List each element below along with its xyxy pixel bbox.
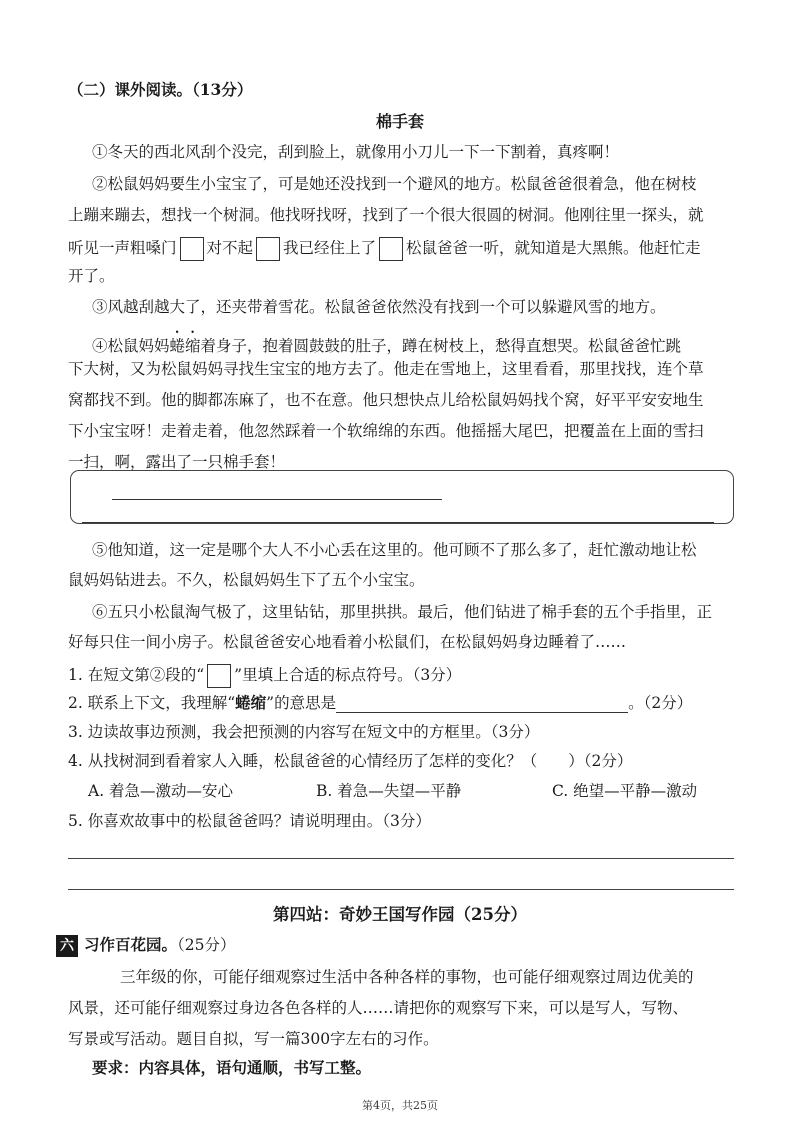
option-b[interactable]: B. 着急—失望—平静 [316,782,462,800]
question-text: ”里填上合适的标点符号。（3分） [234,666,462,684]
paragraph-1: ①冬天的西北风刮个没完，刮到脸上，就像用小刀儿一下一下割着，真疼啊！ [92,143,620,161]
question-2 [68,693,692,713]
writing-heading [56,935,236,957]
paragraph-4-line-1 [92,328,681,356]
punctuation-box-3[interactable] [379,237,403,261]
station-4-title: 第四站：奇妙王国写作园（25分） [273,905,527,924]
prediction-answer-line-2[interactable] [82,506,714,523]
paragraph-6-line-1: ⑥五只小松鼠淘气极了，这里钻钻，那里拱拱。最后，他们钻进了棉手套的五个手指里，正 [92,603,713,621]
option-a[interactable]: A. 着急—激动—安心 [88,782,234,800]
prediction-line-2 [82,503,714,523]
writing-score: （25分） [177,936,236,954]
story-title: 棉手套 [375,112,424,131]
text-segment: 松鼠爸爸一听，就知道是大黑熊。他赶忙走 [406,239,701,257]
option-c[interactable]: C. 绝望—平静—激动 [552,782,698,800]
punctuation-box-1[interactable] [180,237,204,261]
question-5: 5. 你喜欢故事中的松鼠爸爸吗？请说明理由。（3分） [68,812,431,830]
paragraph-5-line-2: 鼠妈妈钻进去。不久，松鼠妈妈生下了五个小宝宝。 [68,571,425,589]
section-badge: 六 [56,935,78,957]
paragraph-5-line-1: ⑤他知道，这一定是哪个大人不小心丢在这里的。他可顾不了那么多了，赶忙激动地让松 [92,541,697,559]
paragraph-2-line-1: ②松鼠妈妈要生小宝宝了，可是她还没找到一个避风的地方。松鼠爸爸很着急，他在树枝 [92,175,697,193]
paragraph-2-line-3 [68,237,736,261]
paragraph-4-line-4: 下小宝宝呀！走着走着，他忽然踩着一个软绵绵的东西。他摇摇大尾巴，把覆盖在上面的雪扫 [68,422,704,440]
writing-requirements: 要求：内容具体，语句通顺，书写工整。 [92,1058,372,1077]
writing-title: 习作百花园。 [84,935,178,954]
text-segment: ④松鼠妈妈 [92,337,170,355]
punctuation-box-2[interactable] [256,237,280,261]
example-box [207,664,231,688]
question-4: 4. 从找树洞到看着家人入睡，松鼠爸爸的心情经历了怎样的变化？（ ）（2分） [68,752,633,770]
prediction-answer-line[interactable] [112,483,442,500]
writing-prompt-line-1: 三年级的你，可能仔细观察过生活中各种各样的事物，也可能仔细观察过周边优美的 [120,968,694,986]
text-segment: 对不起 [206,239,254,257]
answer-line[interactable] [68,858,734,859]
text-segment: 我已经住上了 [283,239,377,257]
text-segment: 听见一声粗嗓门 [68,239,177,257]
question-text: ”的意思是 [266,694,337,712]
paragraph-4-line-2: 下大树，又为松鼠妈妈寻找生宝宝的地方去了。他走在雪地上，这里看看，那里找找，连个草 [68,360,704,378]
text-segment: 着身子，抱着圆鼓鼓的肚子，蹲在树枝上，愁得直想哭。松鼠爸爸忙跳 [200,337,682,355]
paragraph-4-line-5: 一扫，啊，露出了一只棉手套！ [68,453,286,471]
paragraph-2-line-2: 上蹦来蹦去，想找一个树洞。他找呀找呀，找到了一个很大很圆的树洞。他刚往里一探头，就 [68,206,704,224]
writing-prompt-line-2: 风景，还可能仔细观察过身边各色各样的人……请把你的观察写下来，可以是写人，写物、 [68,999,689,1017]
question-1 [68,664,461,688]
question-text: 2. 联系上下文，我理解“ [68,694,236,712]
question-3: 3. 边读故事边预测，我会把预测的内容写在短文中的方框里。（3分） [68,723,540,741]
answer-line[interactable] [68,889,734,890]
emphasized-word: 蜷缩 [169,337,201,355]
writing-prompt-line-3: 写景或写活动。题目自拟，写一篇300字左右的习作。 [68,1030,439,1048]
answer-line[interactable] [336,696,628,713]
section-header: （二）课外阅读。（13分） [68,80,253,99]
question-text: 。（2分） [628,694,693,712]
page-footer: 第4页，共25页 [362,1099,438,1112]
paragraph-2-line-4: 开了。 [68,267,115,285]
prediction-line-1 [112,480,442,500]
question-keyword: 蜷缩 [235,693,267,712]
paragraph-6-line-2: 好每只住一间小房子。松鼠爸爸安心地看着小松鼠们，在松鼠妈妈身边睡着了…… [68,633,627,651]
paragraph-4-line-3: 窝都找不到。他的脚都冻麻了，也不在意。他只想快点儿给松鼠妈妈找个窝，好平平安安地生 [68,391,704,409]
paragraph-3: ③风越刮越大了，还夹带着雪花。松鼠爸爸依然没有找到一个可以躲避风雪的地方。 [92,298,666,316]
question-text: 1. 在短文第②段的“ [68,666,205,684]
